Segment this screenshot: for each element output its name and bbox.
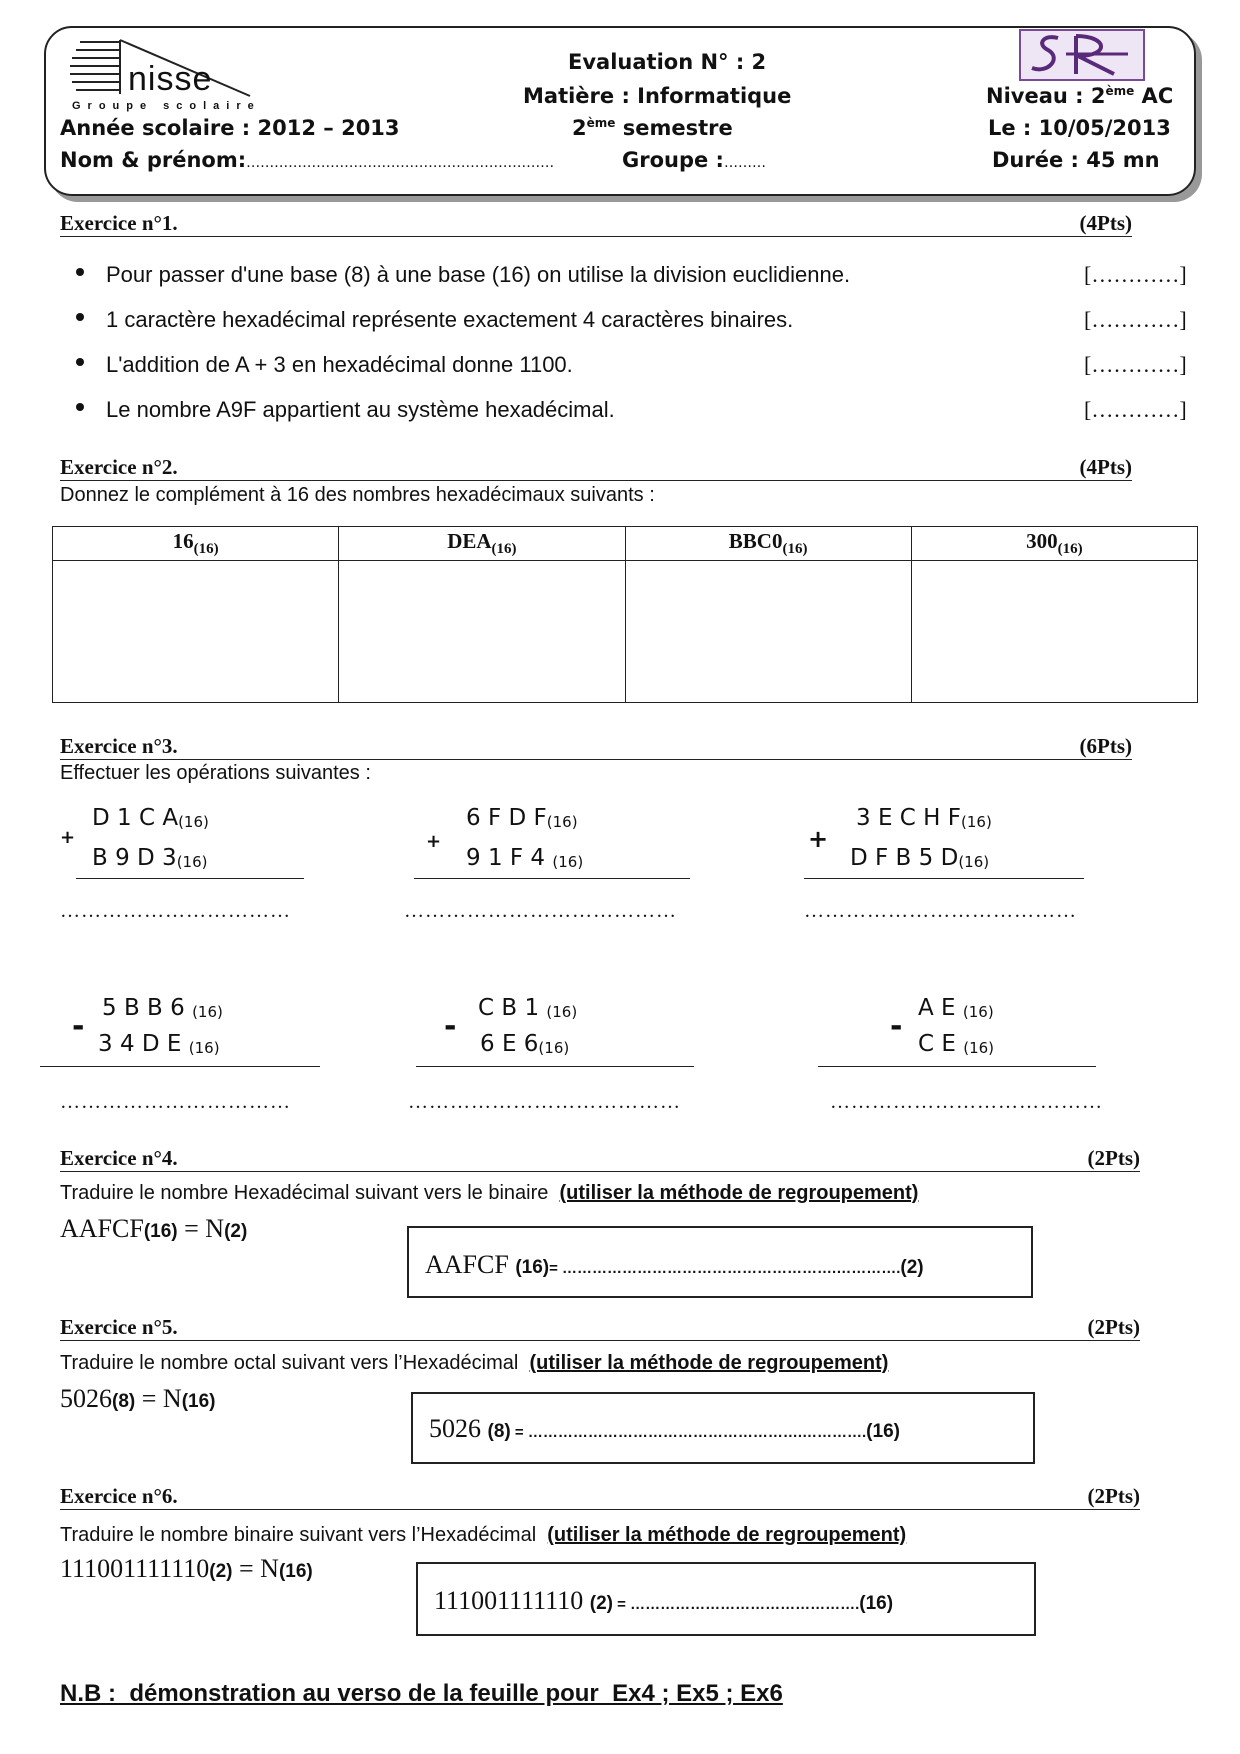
school-year: Année scolaire : 2012 – 2013 <box>60 116 400 140</box>
box-target: (2) <box>900 1257 924 1278</box>
logo-text: nisse <box>128 60 213 98</box>
operand-base: (16) <box>552 853 584 871</box>
box-eq: = ……………………………………………….…………. <box>549 1260 901 1277</box>
given-eq: = N <box>177 1214 225 1243</box>
subject-title: Matière : Informatique <box>523 84 792 108</box>
col-num: BBC0 <box>728 528 783 553</box>
operand-a-digits: 6 F D F <box>466 805 547 831</box>
operand-b <box>480 1031 569 1057</box>
given-num: 111001111110 <box>60 1554 210 1583</box>
bullet-icon <box>76 313 84 321</box>
operand-a-digits: 5 B B 6 <box>102 995 193 1021</box>
ex5-method: (utiliser la méthode de regroupement) <box>529 1352 889 1374</box>
operand-base: (16) <box>188 1039 220 1057</box>
ex4-given <box>60 1214 247 1244</box>
ex1-item-text: Le nombre A9F appartient au système hexadécimal. <box>106 397 615 422</box>
name-label: Nom & prénom: <box>60 148 247 172</box>
result-dots[interactable]: ………………………………… <box>830 1091 1103 1113</box>
subtraction-1 <box>70 995 310 1075</box>
subtraction-3 <box>890 995 1090 1075</box>
operand-a <box>478 995 577 1021</box>
operand-base: (16) <box>546 813 578 831</box>
box-num: AAFCF <box>425 1250 516 1279</box>
operation-line <box>40 1066 320 1067</box>
ex2-col-header <box>625 527 911 561</box>
operand-a <box>92 805 209 831</box>
result-dots[interactable]: ………………………………… <box>408 1091 681 1113</box>
operand-b-digits: 3 4 D E <box>98 1031 189 1057</box>
ex6-points: (2Pts) <box>1087 1484 1140 1508</box>
ex1-item-text: Pour passer d'une base (8) à une base (16) on utilise la division euclidienne. <box>106 262 851 287</box>
box-base: (16) <box>515 1257 550 1278</box>
ex6-method: (utiliser la méthode de regroupement) <box>547 1524 907 1546</box>
minus-sign: - <box>890 1009 903 1044</box>
ex4-instruction: Traduire le nombre Hexadécimal suivant vers le binaire <box>60 1182 549 1204</box>
plus-sign: + <box>808 825 829 853</box>
operand-base: (16) <box>178 813 209 831</box>
ex6-instruction: Traduire le nombre binaire suivant vers l’Hexadécimal <box>60 1524 537 1546</box>
result-dots[interactable]: ………………………………… <box>404 900 677 922</box>
ex1-item-3 <box>76 352 1186 380</box>
operation-line <box>416 1066 694 1067</box>
group-dots: ……… <box>723 155 766 171</box>
semester-label <box>572 116 733 140</box>
evaluation-title: Evaluation N° : 2 <box>568 50 767 74</box>
operand-base: (16) <box>176 853 208 871</box>
operand-a-digits: A E <box>918 995 963 1021</box>
operand-base: (16) <box>958 853 990 871</box>
given-num: 5026 <box>60 1384 112 1413</box>
col-base: (16) <box>193 541 219 558</box>
name-field <box>60 148 554 172</box>
operand-b <box>92 845 208 871</box>
ex6-answer-box[interactable] <box>416 1562 1036 1636</box>
ex1-item-4 <box>76 397 1186 425</box>
result-dots[interactable]: …………………………… <box>60 1091 291 1113</box>
ex6-title: Exercice n°6. <box>60 1484 178 1508</box>
box-target: (16) <box>859 1593 894 1614</box>
name-dots: ………………………………………………………… <box>246 155 555 171</box>
operand-base: (16) <box>538 1039 570 1057</box>
ex3-points: (6Pts) <box>1079 734 1132 758</box>
ex2-points: (4Pts) <box>1079 455 1132 479</box>
operand-a-digits: C B 1 <box>478 995 547 1021</box>
ex2-answer-cell[interactable] <box>911 561 1197 703</box>
ex1-answer-blank[interactable]: […………] <box>1084 307 1187 332</box>
plus-sign: + <box>426 831 442 852</box>
operand-b-digits: 6 E 6 <box>480 1031 539 1057</box>
given-eq: = N <box>135 1384 182 1413</box>
operand-b <box>918 1031 994 1057</box>
operation-line <box>76 878 304 879</box>
addition-2 <box>424 805 684 885</box>
operand-base: (16) <box>192 1003 223 1021</box>
col-base: (16) <box>782 541 808 558</box>
level-post: AC <box>1134 84 1174 108</box>
given-eq: = N <box>232 1554 279 1583</box>
ex1-answer-blank[interactable]: […………] <box>1084 352 1187 377</box>
ex6-instruction-line <box>60 1524 906 1547</box>
operand-base: (16) <box>961 813 992 831</box>
duration-label: Durée : 45 mn <box>992 148 1160 172</box>
operand-b <box>466 845 583 871</box>
col-num: 16 <box>172 528 194 553</box>
logo-subtext: Groupe scolaire <box>72 100 261 112</box>
col-base: (16) <box>491 541 517 558</box>
operand-a-digits: D 1 C A <box>92 805 179 831</box>
ex4-answer-box[interactable] <box>407 1226 1033 1298</box>
ex2-answer-cell[interactable] <box>53 561 339 703</box>
ex2-table <box>52 526 1198 703</box>
ex1-answer-blank[interactable]: […………] <box>1084 262 1187 287</box>
operand-base: (16) <box>962 1003 994 1021</box>
ex2-answer-cell[interactable] <box>339 561 625 703</box>
box-base: (2) <box>589 1593 613 1614</box>
ex2-col-header <box>339 527 625 561</box>
ex2-col-header <box>53 527 339 561</box>
ex5-heading <box>60 1315 1140 1341</box>
ex4-title: Exercice n°4. <box>60 1146 178 1170</box>
ex5-points: (2Pts) <box>1087 1315 1140 1339</box>
ex5-instruction: Traduire le nombre octal suivant vers l’Hexadécimal <box>60 1352 519 1374</box>
ex3-instruction: Effectuer les opérations suivantes : <box>60 762 371 784</box>
operand-base: (16) <box>963 1039 995 1057</box>
ex2-title: Exercice n°2. <box>60 455 178 479</box>
target-base: (16) <box>278 1561 313 1582</box>
bullet-icon <box>76 403 84 411</box>
subtraction-2 <box>444 995 684 1075</box>
ex3-title: Exercice n°3. <box>60 734 178 758</box>
ex1-points: (4Pts) <box>1079 211 1132 235</box>
operand-base: (16) <box>546 1003 578 1021</box>
ex1-item-1 <box>76 262 1186 290</box>
ex6-answer-line <box>434 1586 893 1616</box>
ex2-instruction: Donnez le complément à 16 des nombres hexadécimaux suivants : <box>60 484 655 506</box>
ex2-answer-cell[interactable] <box>625 561 911 703</box>
ex6-heading <box>60 1484 1140 1510</box>
ex1-item-text: L'addition de A + 3 en hexadécimal donne 1100. <box>106 352 573 377</box>
target-base: (16) <box>181 1391 216 1412</box>
minus-sign: - <box>444 1009 457 1044</box>
ex4-heading <box>60 1146 1140 1172</box>
ex1-answer-blank[interactable]: […………] <box>1084 397 1187 422</box>
addition-1 <box>56 805 306 885</box>
level-pre: Niveau : 2 <box>986 84 1106 108</box>
given-base: (8) <box>112 1391 136 1412</box>
ex1-title: Exercice n°1. <box>60 211 178 235</box>
box-num: 5026 <box>429 1414 488 1443</box>
semester-num: 2 <box>572 116 587 140</box>
operation-line <box>818 1066 1096 1067</box>
ex5-instruction-line <box>60 1352 888 1375</box>
box-eq: = ……………………………………………….…………. <box>510 1424 867 1441</box>
plus-sign: + <box>60 827 76 848</box>
ex5-answer-line <box>429 1414 900 1444</box>
ex1-item-2 <box>76 307 1186 335</box>
col-num: DEA <box>447 528 492 553</box>
ex5-answer-box[interactable] <box>411 1392 1035 1464</box>
ex3-heading <box>60 734 1132 760</box>
emblem-logo <box>1018 28 1146 82</box>
ex4-points: (2Pts) <box>1087 1146 1140 1170</box>
operand-b <box>98 1031 220 1057</box>
ex4-answer-line <box>425 1250 924 1280</box>
semester-word: semestre <box>622 116 733 140</box>
operand-a-digits: 3 E C H F <box>856 805 961 831</box>
ex5-given <box>60 1384 215 1414</box>
col-base: (16) <box>1057 541 1083 558</box>
level-sup: ème <box>1105 84 1135 98</box>
minus-sign: - <box>72 1009 85 1044</box>
ex1-item-text: 1 caractère hexadécimal représente exactement 4 caractères binaires. <box>106 307 794 332</box>
given-base: (16) <box>143 1221 178 1242</box>
footer-note: N.B : démonstration au verso de la feuille pour Ex4 ; Ex5 ; Ex6 <box>60 1680 783 1707</box>
ex2-col-header <box>911 527 1197 561</box>
ex4-instruction-line <box>60 1182 918 1205</box>
bullet-icon <box>76 358 84 366</box>
operand-a <box>918 995 994 1021</box>
ex4-method: (utiliser la méthode de regroupement) <box>559 1182 919 1204</box>
ex2-heading <box>60 455 1132 481</box>
bullet-icon <box>76 268 84 276</box>
operand-b-digits: 9 1 F 4 <box>466 845 553 871</box>
semester-sup: ème <box>586 116 616 130</box>
operand-a <box>102 995 223 1021</box>
given-num: AAFCF <box>60 1214 144 1243</box>
ex6-given <box>60 1554 313 1584</box>
operand-b-digits: B 9 D 3 <box>92 845 177 871</box>
date-label: Le : 10/05/2013 <box>988 116 1171 140</box>
result-dots[interactable]: …………………………… <box>60 900 291 922</box>
group-label: Groupe : <box>622 148 724 172</box>
box-target: (16) <box>866 1421 900 1442</box>
box-eq: = ………………………………………. <box>612 1596 860 1613</box>
given-base: (2) <box>209 1561 233 1582</box>
operation-line <box>804 878 1084 879</box>
operand-b <box>850 845 989 871</box>
result-dots[interactable]: ………………………………… <box>804 900 1077 922</box>
target-base: (2) <box>224 1221 248 1242</box>
box-base: (8) <box>487 1421 511 1442</box>
ex1-heading <box>60 211 1132 237</box>
group-field <box>622 148 766 172</box>
ex5-title: Exercice n°5. <box>60 1315 178 1339</box>
operand-a <box>466 805 578 831</box>
addition-3 <box>806 805 1096 885</box>
operand-b-digits: D F B 5 D <box>850 845 959 871</box>
level-label <box>986 84 1173 108</box>
operand-b-digits: C E <box>918 1031 964 1057</box>
box-num: 111001111110 <box>434 1586 590 1615</box>
operand-a <box>856 805 992 831</box>
col-num: 300 <box>1026 528 1058 553</box>
operation-line <box>414 878 690 879</box>
